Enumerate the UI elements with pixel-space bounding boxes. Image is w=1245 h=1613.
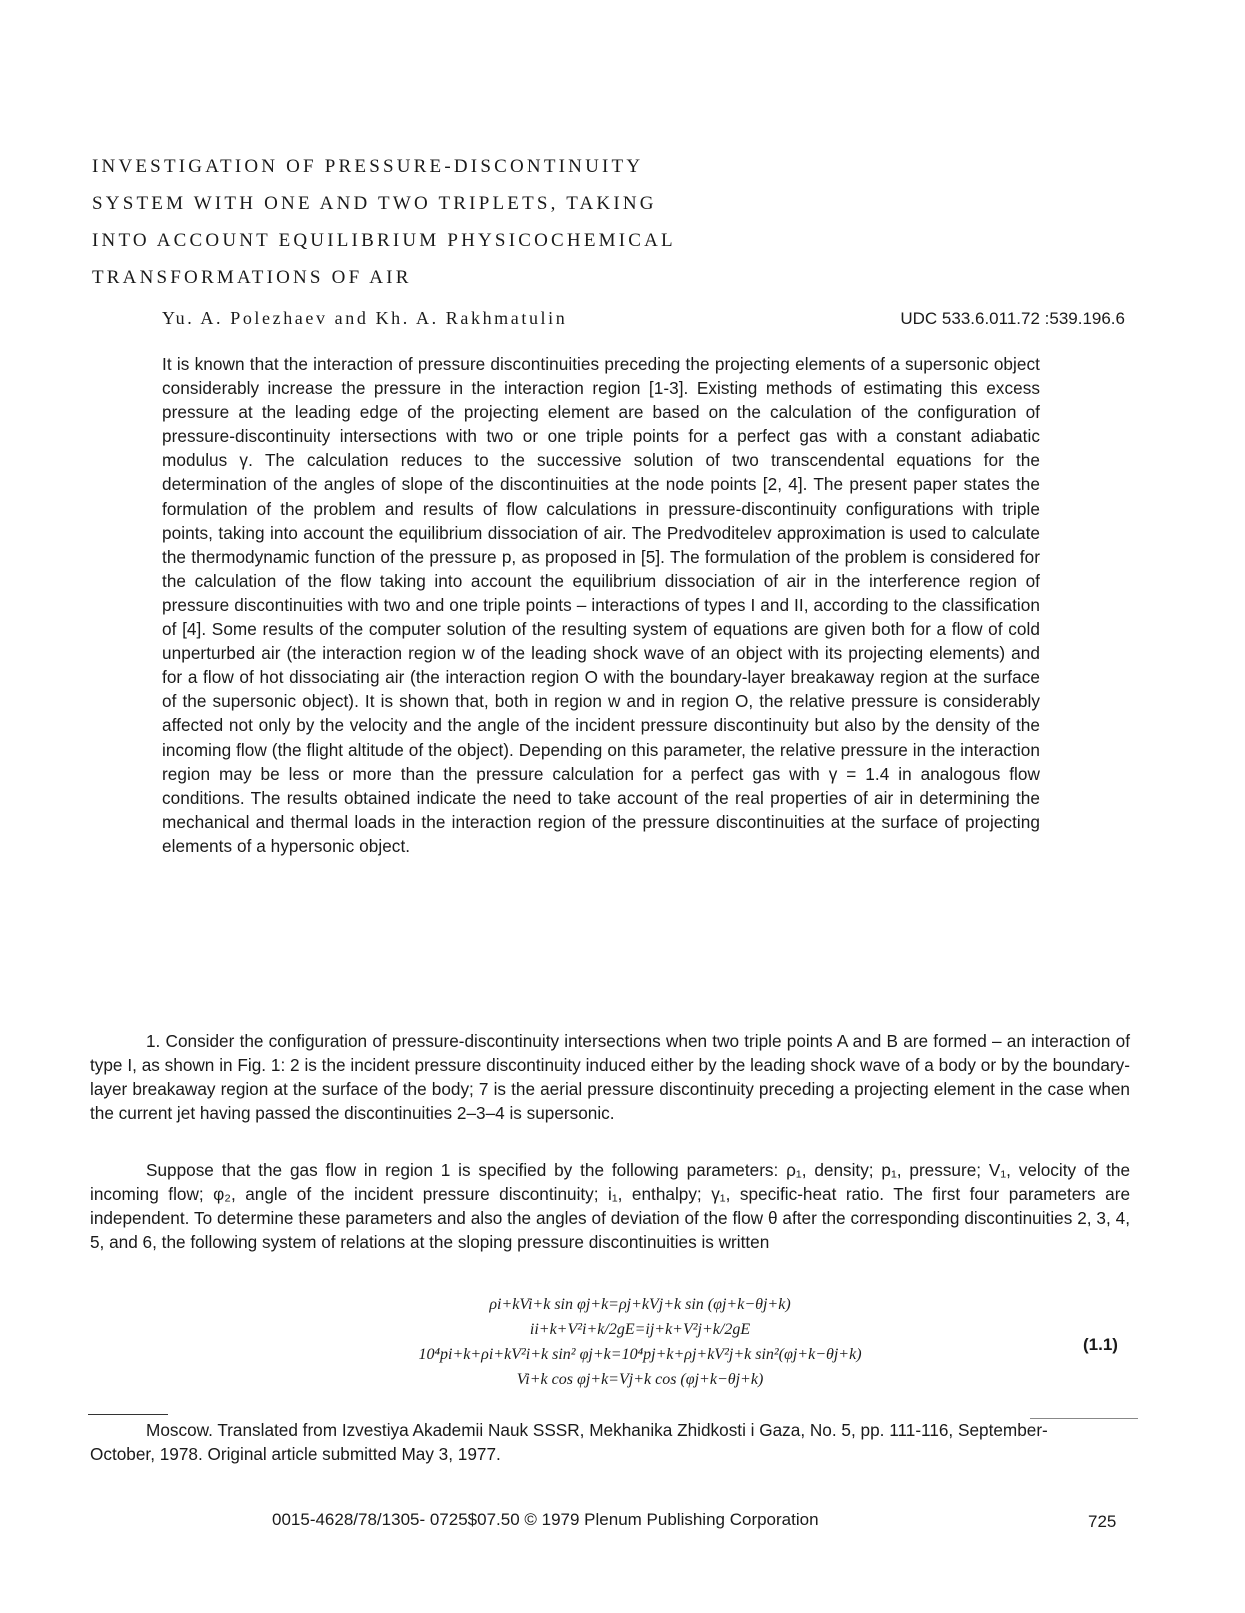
equation-line: ii+k+V²i+k/2gE=ij+k+V²j+k/2gE <box>529 1321 751 1338</box>
title-line-3: INTO ACCOUNT EQUILIBRIUM PHYSICOCHEMICAL <box>92 230 676 251</box>
udc-code: UDC 533.6.011.72 :539.196.6 <box>900 309 1125 328</box>
parameters-paragraph: Suppose that the gas flow in region 1 is specified by the following parameters: ρ₁, density; p₁, pressure; V₁, velocity of the incoming flow; φ₂, angle of the incident pressure discontinuity; i₁, enthalpy; γ₁, specific-heat ratio. The first four parameters are independent. To determine these parameters and also the angles of deviation of the flow θ after the corresponding discontinuities 2, 3, 4, 5, and 6, the following system of relations at the sloping pressure discontinuities is written <box>90 1160 1130 1253</box>
section-1-paragraph: 1. Consider the configuration of pressure-discontinuity intersections when two triple points A and B are formed – an interaction of type I, as shown in Fig. 1: 2 is the incident pressure discontinuity induced either by the leading shock wave of a body or by the boundary-layer breakaway region at the surface of the body; 7 is the aerial pressure discontinuity preceding a projecting element in the case when the current jet having passed the discontinuities 2–3–4 is supersonic. <box>90 1031 1130 1124</box>
page-number: 725 <box>1088 1512 1117 1531</box>
equation-line: ρi+kVi+k sin φj+k=ρj+kVj+k sin (φj+k−θj+k) <box>489 1296 791 1313</box>
title-line-2: SYSTEM WITH ONE AND TWO TRIPLETS, TAKING <box>92 193 657 214</box>
paper-title <box>92 148 852 296</box>
abstract: It is known that the interaction of pressure discontinuities preceding the projecting elements of a supersonic object considerably increase the pressure in the interaction region [1-3]. Existing methods of estimating this excess pressure at the leading edge of the projecting element are based on the calculation of the configuration of pressure-discontinuity intersections with two or one triple points for a perfect gas with a constant adiabatic modulus γ. The calculation reduces to the successive solution of two transcendental equations for the determination of the angles of slope of the discontinuities at the node points [2, 4]. The present paper states the formulation of the problem and results of flow calculations in pressure-discontinuity configurations with triple points, taking into account the equilibrium dissociation of air. The Predvoditelev approximation is used to calculate the thermodynamic function of the pressure p, as proposed in [5]. The formulation of the problem is considered for the calculation of the flow taking into account the equilibrium dissociation of air in the interference region of pressure discontinuities with two and one triple points – interactions of types I and II, according to the classification of [4]. Some results of the computer solution of the resulting system of equations are given both for a flow of cold unperturbed air (the interaction region w of the leading shock wave of an object with its projecting elements) and for a flow of hot dissociating air (the interaction region O with the boundary-layer breakaway region at the surface of the supersonic object). It is shown that, both in region w and in region O, the relative pressure is considerably affected not only by the velocity and the angle of the incident pressure discontinuity but also by the density of the incoming flow (the flight altitude of the object). Depending on this parameter, the relative pressure in the interaction region may be less or more than the pressure calculation for a perfect gas with γ = 1.4 in analogous flow conditions. The results obtained indicate the need to take account of the real properties of air in determining the mechanical and thermal loads in the interaction region of the pressure discontinuities at the surface of projecting elements of a hypersonic object. <box>162 354 1040 856</box>
footnote-divider <box>88 1414 168 1415</box>
equation-system <box>340 1292 940 1392</box>
authors: Yu. A. Polezhaev and Kh. A. Rakhmatulin <box>162 308 568 328</box>
equation-line: Vi+k cos φj+k=Vj+k cos (φj+k−θj+k) <box>516 1371 764 1388</box>
equation-line: 10⁴pi+k+ρi+kV²i+k sin² φj+k=10⁴pj+k+ρj+kV²j+k sin²(φj+k−θj+k) <box>418 1346 862 1363</box>
footer-publication-code: 0015-4628/78/1305- 0725$07.50 © 1979 Plenum Publishing Corporation <box>272 1510 819 1529</box>
title-line-4: TRANSFORMATIONS OF AIR <box>92 267 412 288</box>
footnote: Moscow. Translated from Izvestiya Akademii Nauk SSSR, Mekhanika Zhidkosti i Gaza, No. 5, pp. 111-116, September-October, 1978. Original article submitted May 3, 1977. <box>90 1420 1048 1464</box>
title-line-1: INVESTIGATION OF PRESSURE-DISCONTINUITY <box>92 156 644 177</box>
equation-number: (1.1) <box>1083 1335 1118 1354</box>
